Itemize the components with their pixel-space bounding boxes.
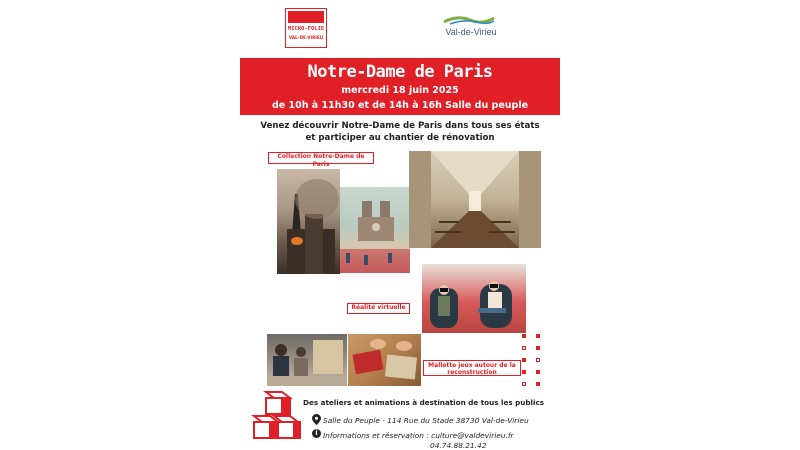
painting-photo xyxy=(340,187,410,273)
dot xyxy=(522,370,526,374)
val-de-virieu-name: Val-de-Virieu xyxy=(445,27,497,37)
address-text: Salle du Peuple - 114 Rue du Stade 38730 Val-de-Virieu xyxy=(323,416,529,425)
dot xyxy=(522,382,526,386)
dot xyxy=(522,334,526,338)
cubes-logo-icon xyxy=(250,388,306,450)
title-banner xyxy=(240,58,560,115)
interior-photo xyxy=(409,151,541,248)
event-poster xyxy=(240,0,560,450)
micro-folie-town: VAL-DE-VIRIEU xyxy=(288,35,324,40)
mallette-label-line-2: reconstruction xyxy=(447,369,497,376)
micro-folie-name: MICRO-FOLIE xyxy=(287,26,325,32)
wave-icon xyxy=(442,15,496,25)
workshop-photo-1 xyxy=(267,334,347,386)
dot xyxy=(536,346,540,350)
dot xyxy=(536,334,540,338)
map-pin-icon xyxy=(312,414,321,425)
dot xyxy=(522,346,526,350)
vr-label: Réalité virtuelle xyxy=(347,303,410,314)
phone-text: 04.74.88.21.42 xyxy=(430,441,487,450)
info-text: Informations et réservation : culture@valdevirieu.fr xyxy=(323,431,514,440)
intro-text xyxy=(240,120,560,144)
event-title: Notre-Dame de Paris xyxy=(307,62,493,82)
collection-label: Collection Notre-Dame de Paris xyxy=(268,152,374,164)
mallette-label-line-1: Mallette jeux autour de la xyxy=(428,362,516,369)
dot xyxy=(536,370,540,374)
event-date: mercredi 18 juin 2025 xyxy=(341,85,459,96)
workshop-photo-2 xyxy=(348,334,421,386)
vr-photo xyxy=(422,264,526,333)
micro-folie-logo xyxy=(285,8,327,48)
intro-line-2: et participer au chantier de rénovation xyxy=(305,133,495,143)
event-hours: de 10h à 11h30 et de 14h à 16h Salle du peuple xyxy=(271,100,529,111)
info-icon: i xyxy=(312,429,321,438)
val-de-virieu-logo xyxy=(438,15,504,41)
fire-photo xyxy=(277,169,340,274)
dot xyxy=(522,358,526,362)
mallette-label xyxy=(423,360,521,376)
footer-title: Des ateliers et animations à destination de tous les publics xyxy=(303,398,544,407)
dot xyxy=(536,382,540,386)
intro-line-1: Venez découvrir Notre-Dame de Paris dans tous ses états xyxy=(260,121,540,131)
dot xyxy=(536,358,540,362)
decorative-dots xyxy=(522,334,562,390)
